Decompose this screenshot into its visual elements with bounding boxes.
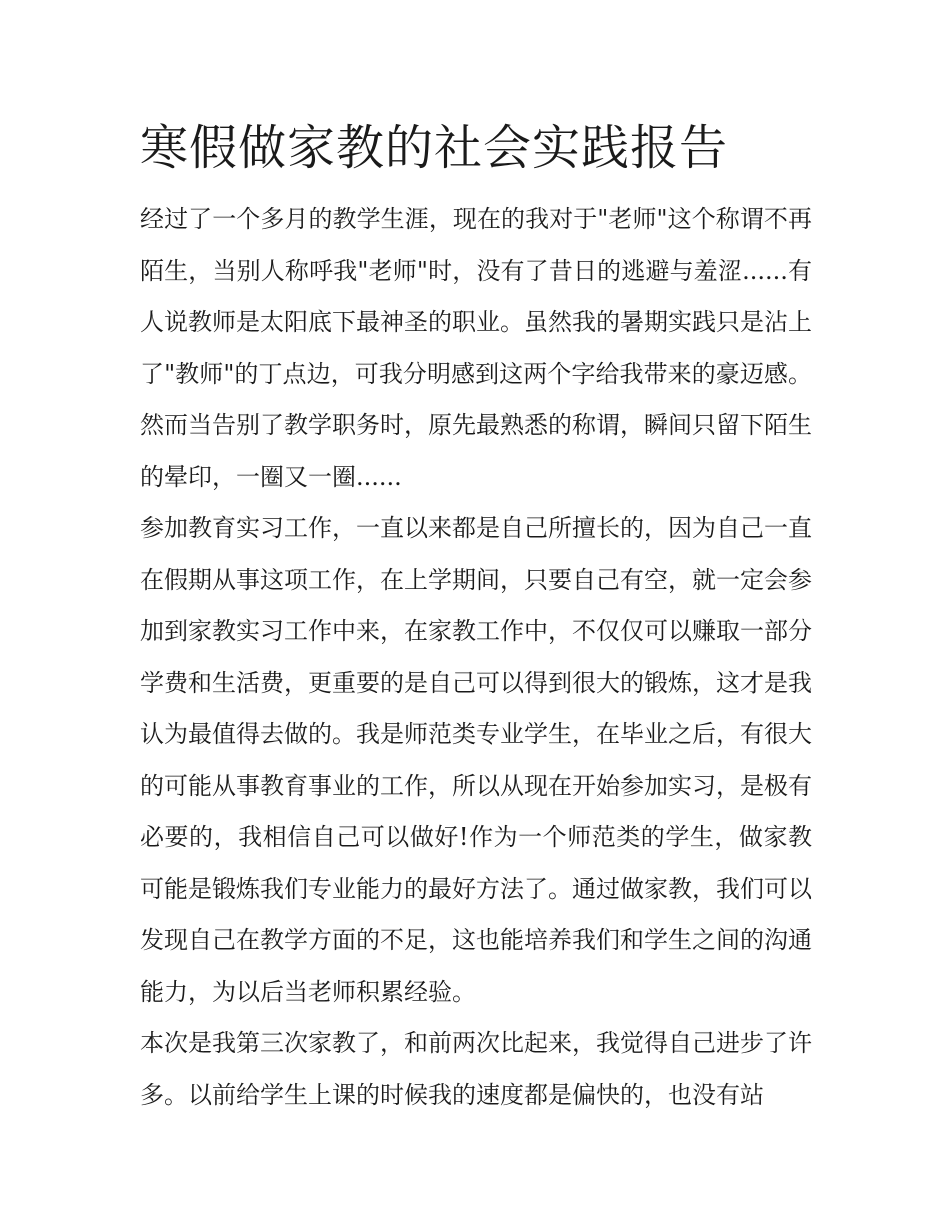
paragraph-progress: 本次是我第三次家教了，和前两次比起来，我觉得自己进步了许多。以前给学生上课的时候我的速度都是偏快的，也没有站 [140,1029,812,1109]
paragraph-practice: 参加教育实习工作，一直以来都是自己所擅长的，因为自己一直在假期从事这项工作，在上学期间，只要自己有空，就一定会参加到家教实习工作中来，在家教工作中，不仅仅可以赚取一部分学费和生活费，更重要的是自己可以得到很大的锻炼，这才是我认为最值得去做的。我是师范类专业学生，在毕业之后，有很大的可能从事教育事业的工作，所以从现在开始参加实习，是极有必要的，我相信自己可以做好!作为一个师范类的学生，做家教可能是锻炼我们专业能力的最好方法了。通过做家教，我们可以发现自己在教学方面的不足，这也能培养我们和学生之间的沟通能力，为以后当老师积累经验。 [140,514,812,1006]
document-body [140,108,812,1121]
document-title: 寒假做家教的社会实践报告 [140,120,729,176]
paragraph-intro: 经过了一个多月的教学生涯，现在的我对于"老师"这个称谓不再陌生，当别人称呼我"老师"时，没有了昔日的逃避与羞涩......有人说教师是太阳底下最神圣的职业。虽然我的暑期实践只是沾上了"教师"的丁点边，可我分明感到这两个字给我带来的豪迈感。然而当告别了教学职务时，原先最熟悉的称谓，瞬间只留下陌生的晕印，一圈又一圈...... [140,205,812,491]
